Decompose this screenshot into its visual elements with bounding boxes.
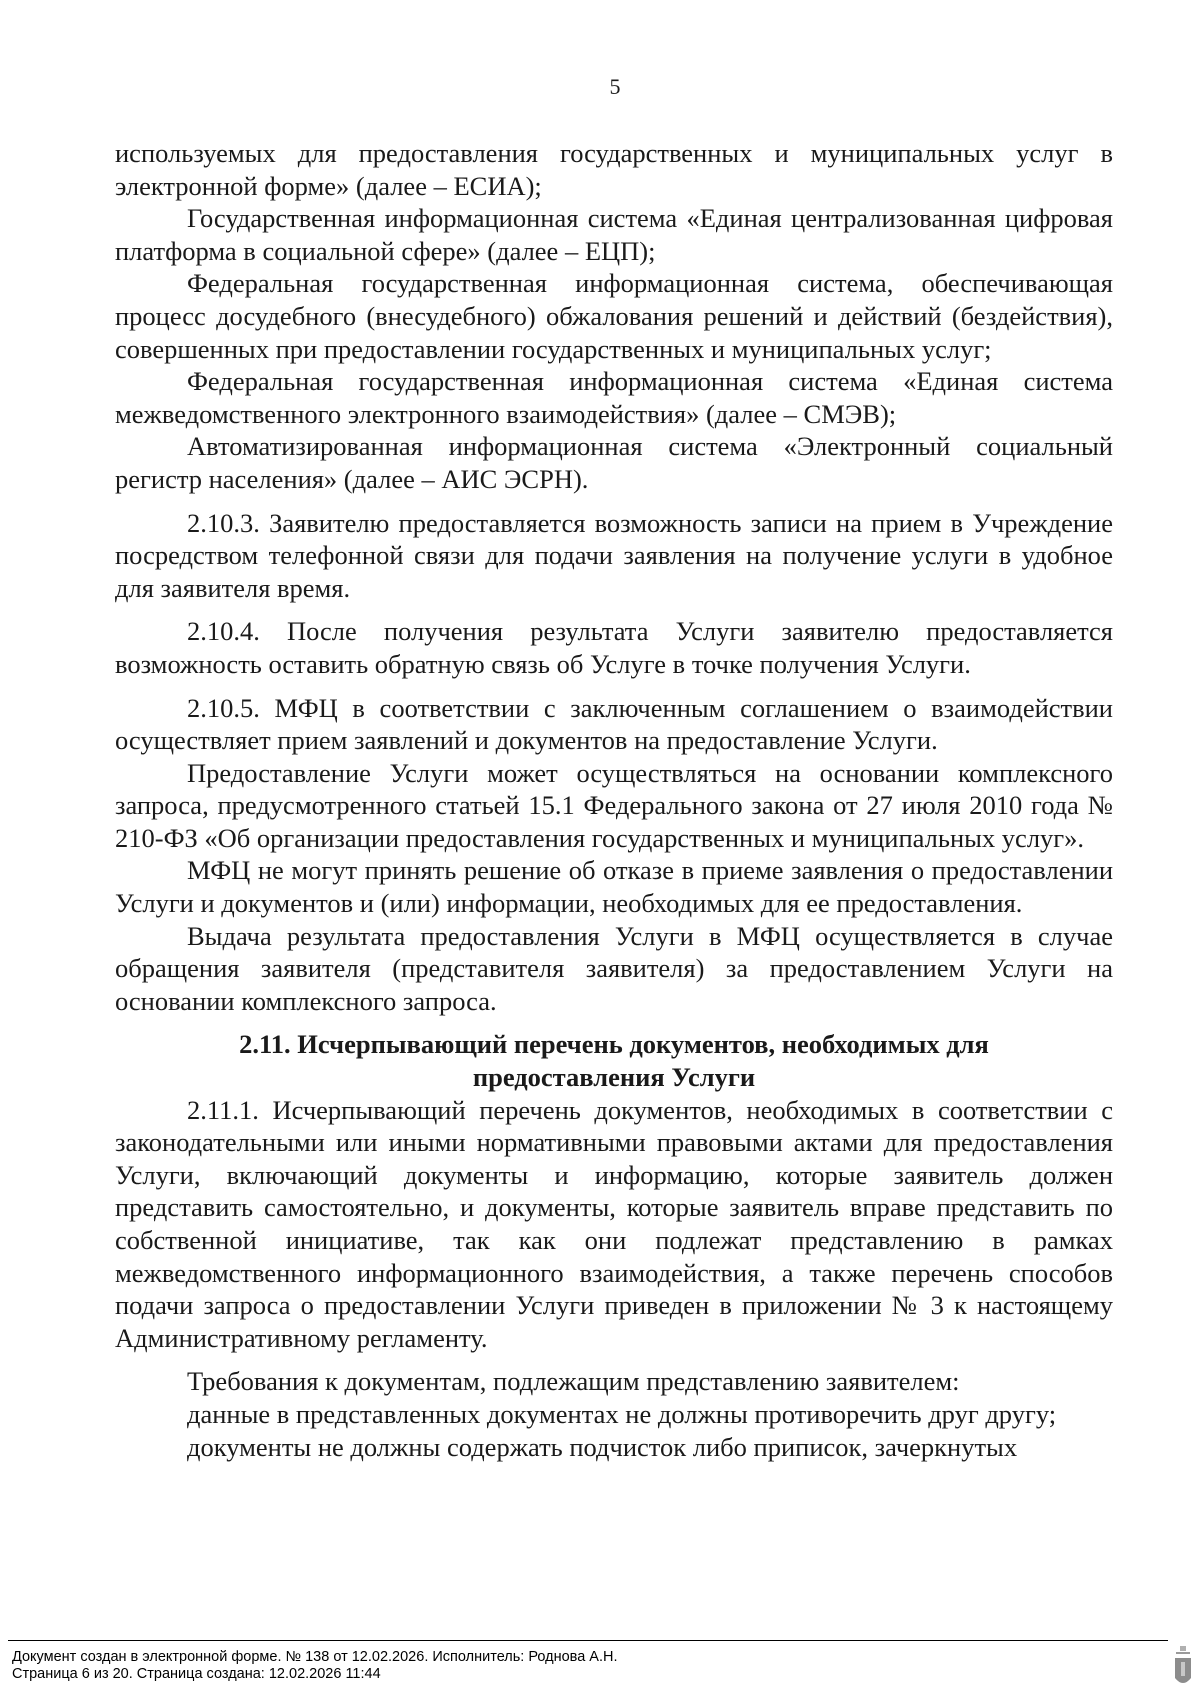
footer-line-2: Страница 6 из 20. Страница создана: 12.02.2026 11:44	[12, 1666, 381, 1682]
paragraph-esia: используемых для предоставления государственных и муниципальных услуг в электронной форме» (далее – ЕСИА);	[115, 138, 1113, 201]
paragraph-no-erasures: документы не должны содержать подчисток либо приписок, зачеркнутых	[187, 1431, 1018, 1462]
paragraph-ecp: Государственная информационная система «Единая централизованная цифровая платформа в социальной сфере» (далее – ЕЦП);	[115, 203, 1113, 266]
page-number: 5	[609, 74, 621, 99]
section-heading-2-11: 2.11. Исчерпывающий перечень документов, необходимых для предоставления Услуги	[239, 1029, 989, 1093]
paragraph-mfc-refusal: МФЦ не могут принять решение об отказе в приеме заявления о предоставлении Услуги и документов и (или) информации, необходимых для ее предоставления.	[115, 855, 1113, 919]
footer-line-1: Документ создан в электронной форме. № 138 от 12.02.2026. Исполнитель: Роднова А.Н.	[12, 1649, 618, 1665]
paragraph-complex-request: Предоставление Услуги может осуществляться на основании комплексного запроса, предусмотренного статьей 15.1 Федерального закона от 27 июля 2010 года № 210-ФЗ «Об организации предоставления государственных и муниципальных услуг».	[115, 757, 1113, 853]
paragraph-result-issue: Выдача результата предоставления Услуги в МФЦ осуществляется в случае обращения заявителя (представителя заявителя) за предоставлением Услуги на основании комплексного запроса.	[115, 920, 1113, 1016]
paragraph-2-10-4: 2.10.4. После получения результата Услуги заявителю предоставляется возможность оставить обратную связь об Услуге в точке получения Услуги.	[115, 616, 1113, 679]
paragraph-ais-esrn: Автоматизированная информационная система «Электронный социальный регистр населения» (далее – АИС ЭСРН).	[115, 431, 1113, 494]
footer-divider	[8, 1640, 1168, 1641]
coat-of-arms-icon	[1172, 1644, 1194, 1690]
footer	[12, 1649, 618, 1683]
paragraph-2-10-5: 2.10.5. МФЦ в соответствии с заключенным соглашением о взаимодействии осуществляет прием заявлений и документов на предоставление Услуги.	[115, 692, 1113, 756]
paragraph-smev: Федеральная государственная информационная система «Единая система межведомственного электронного взаимодействия» (далее – СМЭВ);	[115, 366, 1113, 429]
paragraph-no-contradiction: данные в представленных документах не должны противоречить друг другу;	[187, 1398, 1057, 1429]
paragraph-2-11-1: 2.11.1. Исчерпывающий перечень документов, необходимых в соответствии с законодательными или иными нормативными правовыми актами для предоставления Услуги, включающий документы и информацию, которые заявитель должен представить самостоятельно, и документы, которые заявитель вправе представить по собственной инициативе, так как они подлежат представлению в рамках межведомственного информационного взаимодействия, а также перечень способов подачи запроса о предоставлении Услуги приведен в приложении № 3 к настоящему Административному регламенту.	[115, 1094, 1113, 1353]
document-body	[115, 137, 1113, 1463]
paragraph-requirements: Требования к документам, подлежащим представлению заявителем:	[187, 1366, 960, 1397]
paragraph-2-10-3: 2.10.3. Заявителю предоставляется возможность записи на прием в Учреждение посредством телефонной связи для подачи заявления на получение услуги в удобное для заявителя время.	[115, 507, 1113, 603]
paragraph-appeal-system: Федеральная государственная информационная система, обеспечивающая процесс досудебного (внесудебного) обжалования решений и действий (бездействия), совершенных при предоставлении государственных и муниципальных услуг;	[115, 268, 1113, 364]
